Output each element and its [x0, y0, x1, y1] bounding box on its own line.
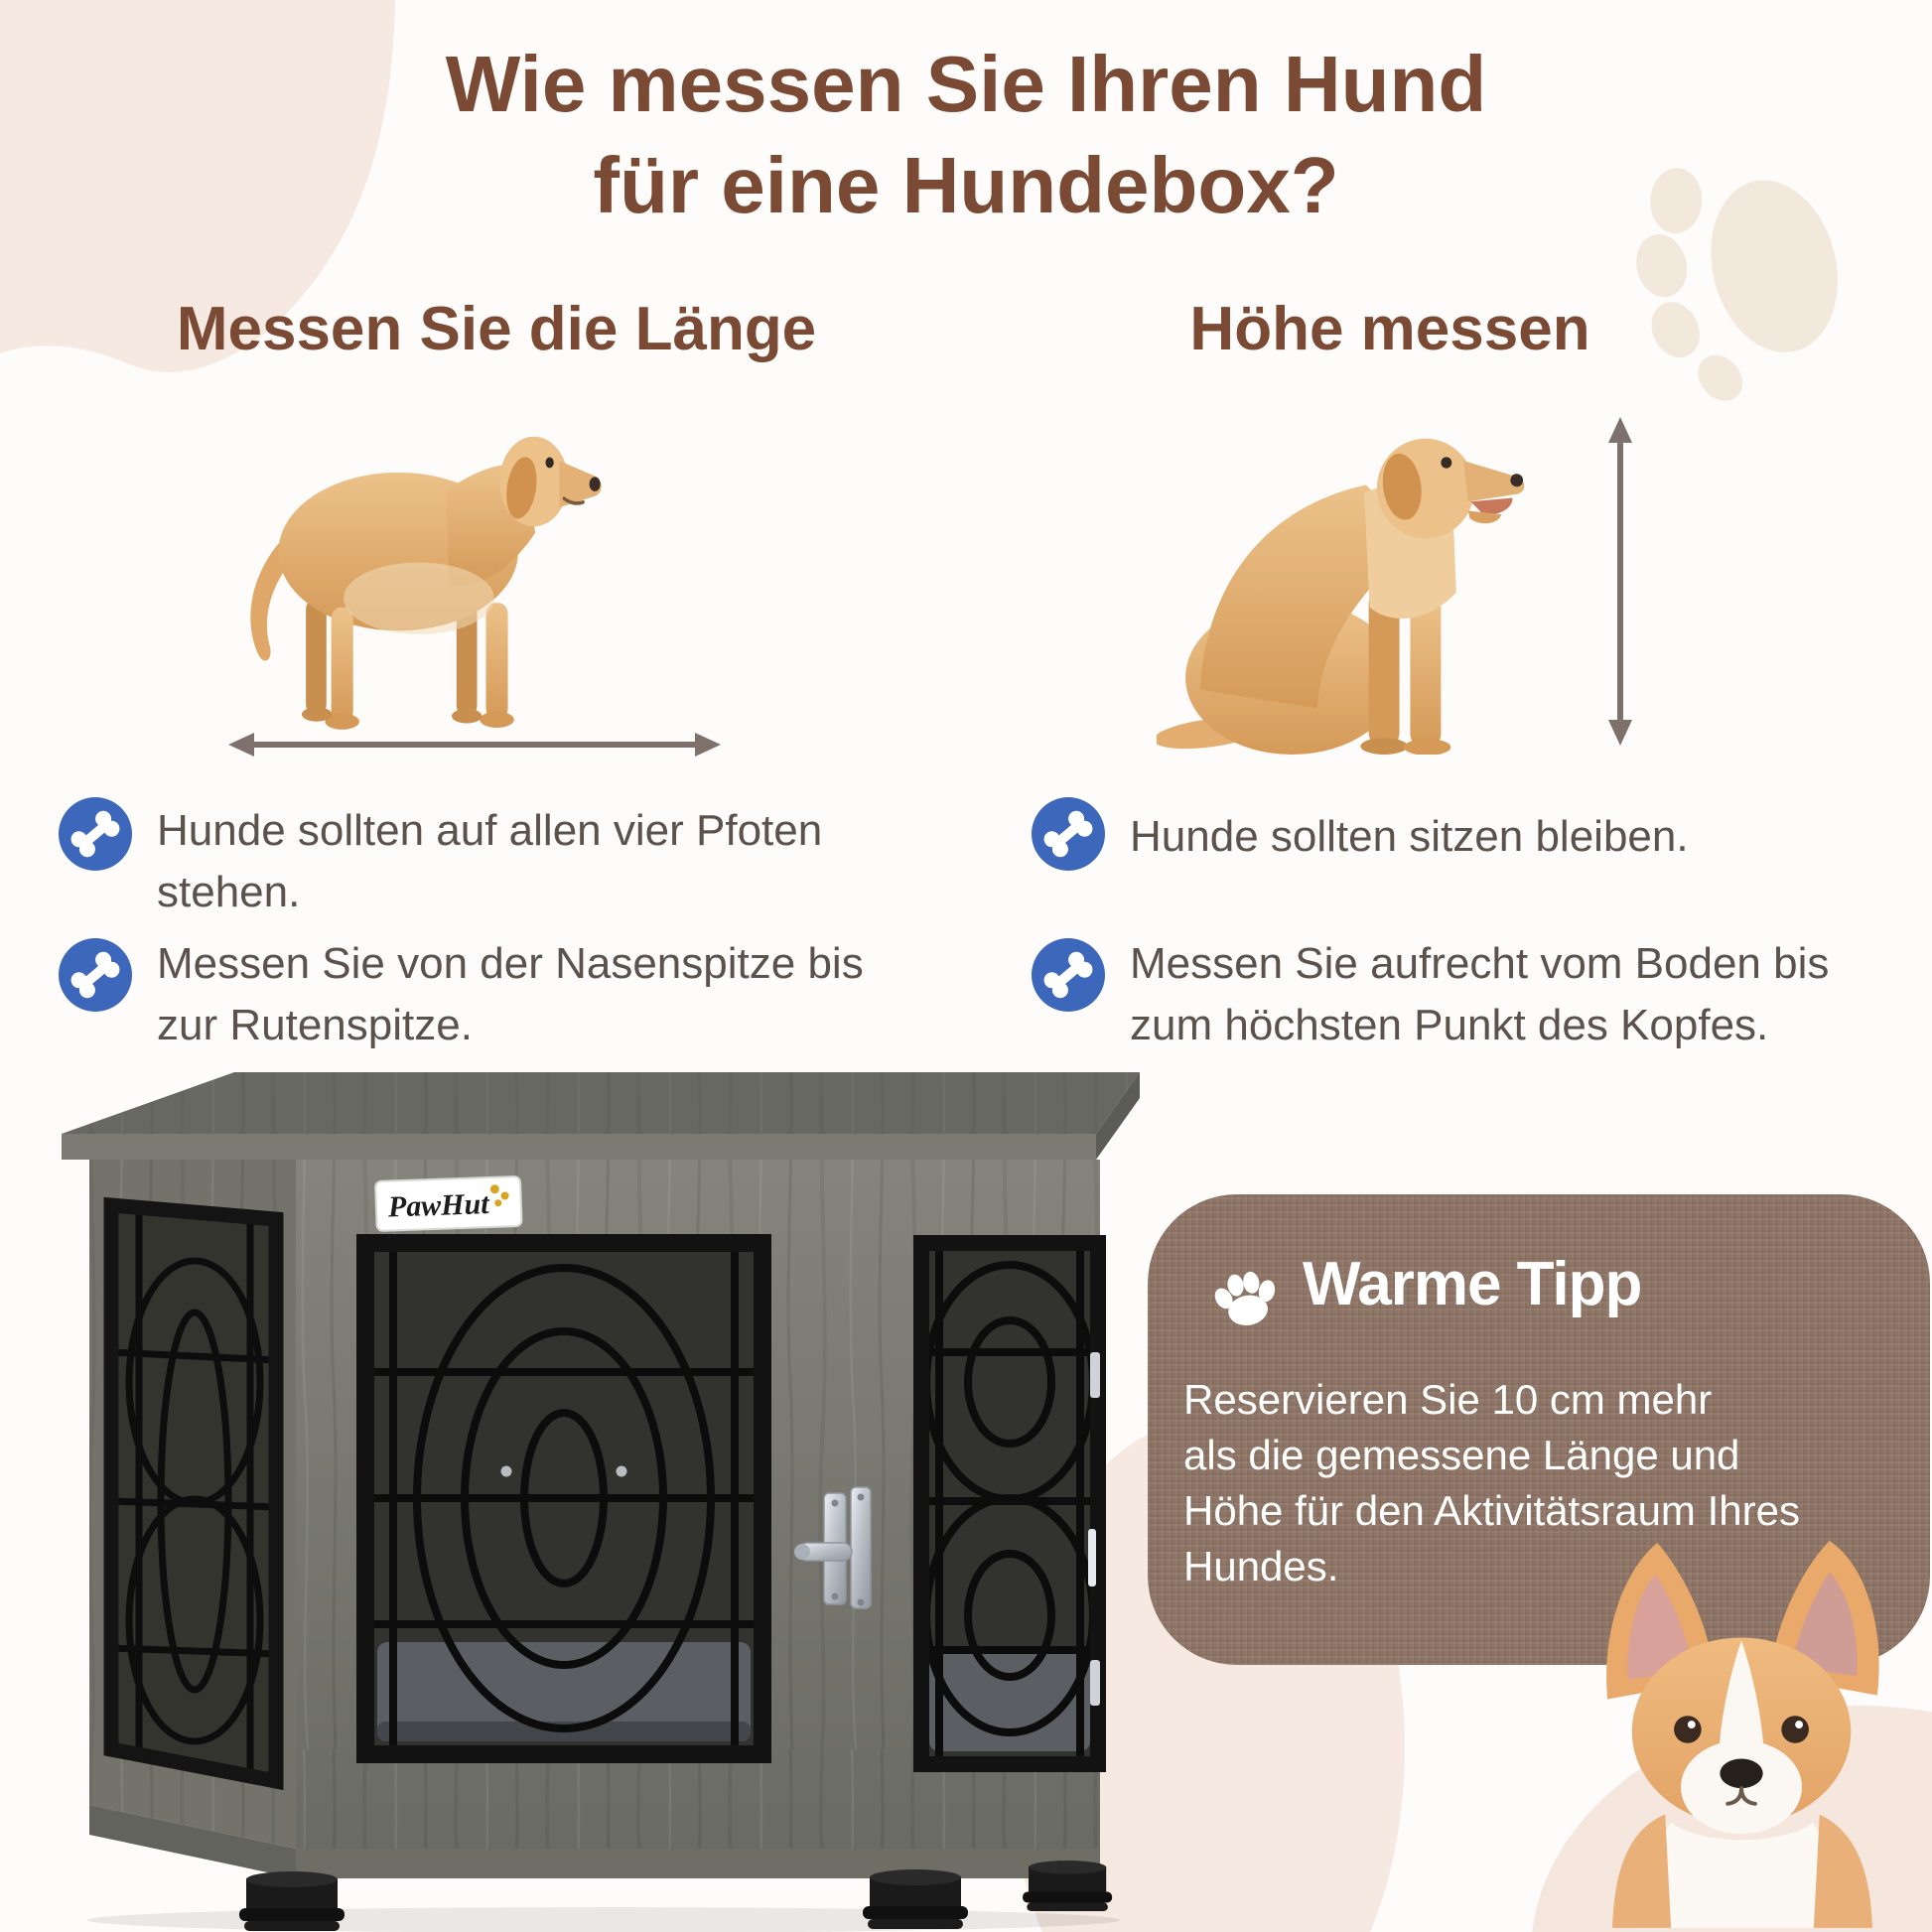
crate-foot: [239, 1871, 345, 1931]
brand-label: [375, 1176, 522, 1231]
sitting-dog-image: [1157, 407, 1554, 755]
corgi-dog-image: [1554, 1527, 1931, 1932]
bone-icon: [1031, 937, 1106, 1013]
bone-icon: [1031, 796, 1106, 872]
crate-foot: [863, 1869, 968, 1929]
bone-icon: [58, 796, 133, 872]
page-title: [0, 34, 1932, 237]
length-bullet-2: Messen Sie von der Nasenspitze bis zur Rutenspitze.: [157, 939, 864, 1050]
bone-icon: [58, 937, 133, 1013]
page-title-line2: für eine Hundebox?: [593, 141, 1339, 230]
height-bullet-1: Hunde sollten sitzen bleiben.: [1130, 812, 1689, 861]
page-title-line1: Wie messen Sie Ihren Hund: [445, 40, 1487, 128]
tip-body-line2: als die gemessene Länge und: [1183, 1432, 1740, 1478]
height-arrow: [1600, 415, 1640, 748]
crate-foot: [1023, 1861, 1112, 1911]
height-section-heading: Höhe messen: [1189, 295, 1590, 363]
length-arrow: [226, 728, 723, 761]
paw-icon: [1207, 1259, 1285, 1330]
tip-body-line4: Hundes.: [1183, 1543, 1339, 1589]
length-bullet-1: Hunde sollten auf allen vier Pfoten stehen.: [157, 806, 823, 917]
tip-body-line1: Reservieren Sie 10 cm mehr: [1183, 1376, 1713, 1423]
length-section-heading: Messen Sie die Länge: [176, 295, 817, 363]
tip-heading: Warme Tipp: [1303, 1250, 1642, 1318]
dog-crate-product-image: [48, 1054, 1145, 1932]
standing-dog-image: [213, 405, 611, 738]
tip-body-line3: Höhe für den Aktivitätsraum Ihres: [1183, 1487, 1800, 1534]
brand-label-text: PawHut: [387, 1187, 490, 1224]
height-bullet-2: Messen Sie aufrecht vom Boden bis zum höchsten Punkt des Kopfes.: [1130, 939, 1830, 1050]
